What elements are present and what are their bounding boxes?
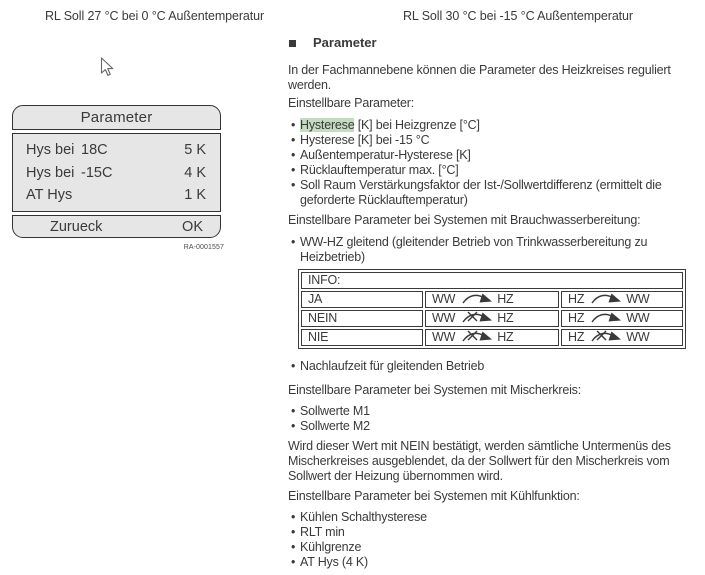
gliding-arrow-icon [461,292,494,305]
bullet-icon: • [291,510,296,524]
bullet-icon: • [291,540,296,554]
ok-button-label: OK [182,218,203,235]
option-cell: NEIN [301,310,423,327]
back-button-label: Zurueck [50,218,103,235]
section-heading-label: Parameter [313,35,377,50]
option-cell: NIE [301,329,423,346]
hz-ww-cell: HZ WW [561,329,683,346]
list-item [288,235,687,265]
list-item-text: RLT min [300,525,345,539]
bullet-icon: • [291,148,296,162]
mixer-parameter-list [288,404,687,434]
article-content [288,36,687,570]
list-item [288,133,687,148]
table-row [301,329,683,346]
list-item-text: Soll Raum Verstärkungsfaktor der Ist-/Sollwertdifferenz (ermittelt die geforderte Rücklauftemperatur) [300,178,662,207]
list-item [288,525,687,540]
list-item-text: AT Hys (4 K) [300,555,368,569]
mixer-note-paragraph: Wird dieser Wert mit NEIN bestätigt, werden sämtliche Untermenüs des Mischerkreises ausgeblendet, da der Sollwert für den Mischerkreis vom Sollwert der Heizung übernommen wird. [288,439,671,483]
crossed-arrow-icon [590,330,623,343]
mouse-cursor-icon [100,57,115,78]
cooling-parameter-list [288,510,687,570]
list-item-text: WW-HZ gleitend (gleitender Betrieb von Trinkwasserbereitung zu Heizbetrieb) [300,235,648,264]
parameter-row [26,142,206,158]
list-item [288,359,687,374]
list-item-text: Kühlgrenze [300,540,362,554]
panel-title: Parameter [12,105,221,130]
bullet-icon: • [291,555,296,569]
figure-id: RA-0001557 [183,244,224,251]
gliding-arrow-icon [590,311,623,324]
bullet-icon: • [291,404,296,418]
list-item [288,163,687,178]
intro-paragraph: In der Fachmannebene können die Parameter des Heizkreises reguliert werden. [288,63,671,92]
list-item-text: Außentemperatur-Hysterese [K] [300,148,471,162]
parameter-label: Hys bei [26,164,75,181]
parameter-label: AT Hys [26,186,73,203]
bullet-icon: • [291,133,296,147]
hz-ww-cell: HZ WW [561,291,683,308]
section-marker-icon [289,40,296,47]
section-heading [288,36,687,50]
parameter-setting [81,187,184,203]
subhead-cooling: Einstellbare Parameter bei Systemen mit Kühlfunktion: [288,489,580,503]
subhead-mixer: Einstellbare Parameter bei Systemen mit Mischerkreis: [288,383,581,397]
panel-body [12,133,221,212]
list-item [288,178,687,208]
list-item-text: Kühlen Schalthysterese [300,510,427,524]
list-item [288,540,687,555]
list-item [288,148,687,163]
parameter-setting: -15C [81,164,113,181]
list-item-text: Hysterese [K] bei -15 °C [300,133,430,147]
bullet-icon: • [291,525,296,539]
info-table [298,269,686,349]
ww-hz-cell: WW HZ [425,291,559,308]
list-item-text: Hysterese [K] bei Heizgrenze [°C] [300,118,480,132]
parameter-row [26,187,206,203]
option-cell: JA [301,291,423,308]
bullet-icon: • [291,178,296,192]
list-item-text: Sollwerte M2 [300,419,370,433]
crossed-arrow-icon [461,330,494,343]
list-item-text: Sollwerte M1 [300,404,370,418]
figure-caption-right: RL Soll 30 °C bei -15 °C Außentemperatur [403,9,633,23]
table-row [301,291,683,308]
gliding-arrow-icon [590,292,623,305]
list-item [288,555,687,570]
list-item [288,510,687,525]
parameter-row [26,165,206,181]
list-item [288,118,687,133]
bullet-icon: • [291,419,296,433]
list-item-text: Rücklauftemperatur max. [°C] [300,163,459,177]
hz-ww-cell: HZ WW [561,310,683,327]
adjustable-parameter-list [288,118,687,208]
parameter-value: 4 K [184,164,206,181]
subhead-adjustable: Einstellbare Parameter: [288,96,415,110]
dhw-parameter-list [288,235,687,265]
parameter-value: 1 K [184,186,206,203]
figure-caption-left: RL Soll 27 °C bei 0 °C Außentemperatur [45,9,265,23]
bullet-icon: • [291,359,296,373]
bullet-icon: • [291,235,296,249]
parameter-label: Hys bei [26,142,75,159]
bullet-icon: • [291,118,296,132]
search-highlight: Hysterese [300,118,355,132]
table-header-cell: INFO: [301,272,683,289]
list-item [288,419,687,434]
list-item [288,404,687,419]
ww-hz-cell: WW HZ [425,310,559,327]
list-item-text: Nachlaufzeit für gleitenden Betrieb [300,359,485,373]
parameter-setting: 18C [81,142,108,159]
device-display-panel [12,105,221,238]
table-row [301,310,683,327]
after-table-list [288,359,687,374]
bullet-icon: • [291,163,296,177]
ww-hz-cell: WW HZ [425,329,559,346]
table-header-row [301,272,683,289]
crossed-arrow-icon [461,311,494,324]
panel-footer [12,215,221,238]
parameter-value: 5 K [184,142,206,159]
subhead-dhw: Einstellbare Parameter bei Systemen mit Brauchwasserbereitung: [288,213,641,227]
